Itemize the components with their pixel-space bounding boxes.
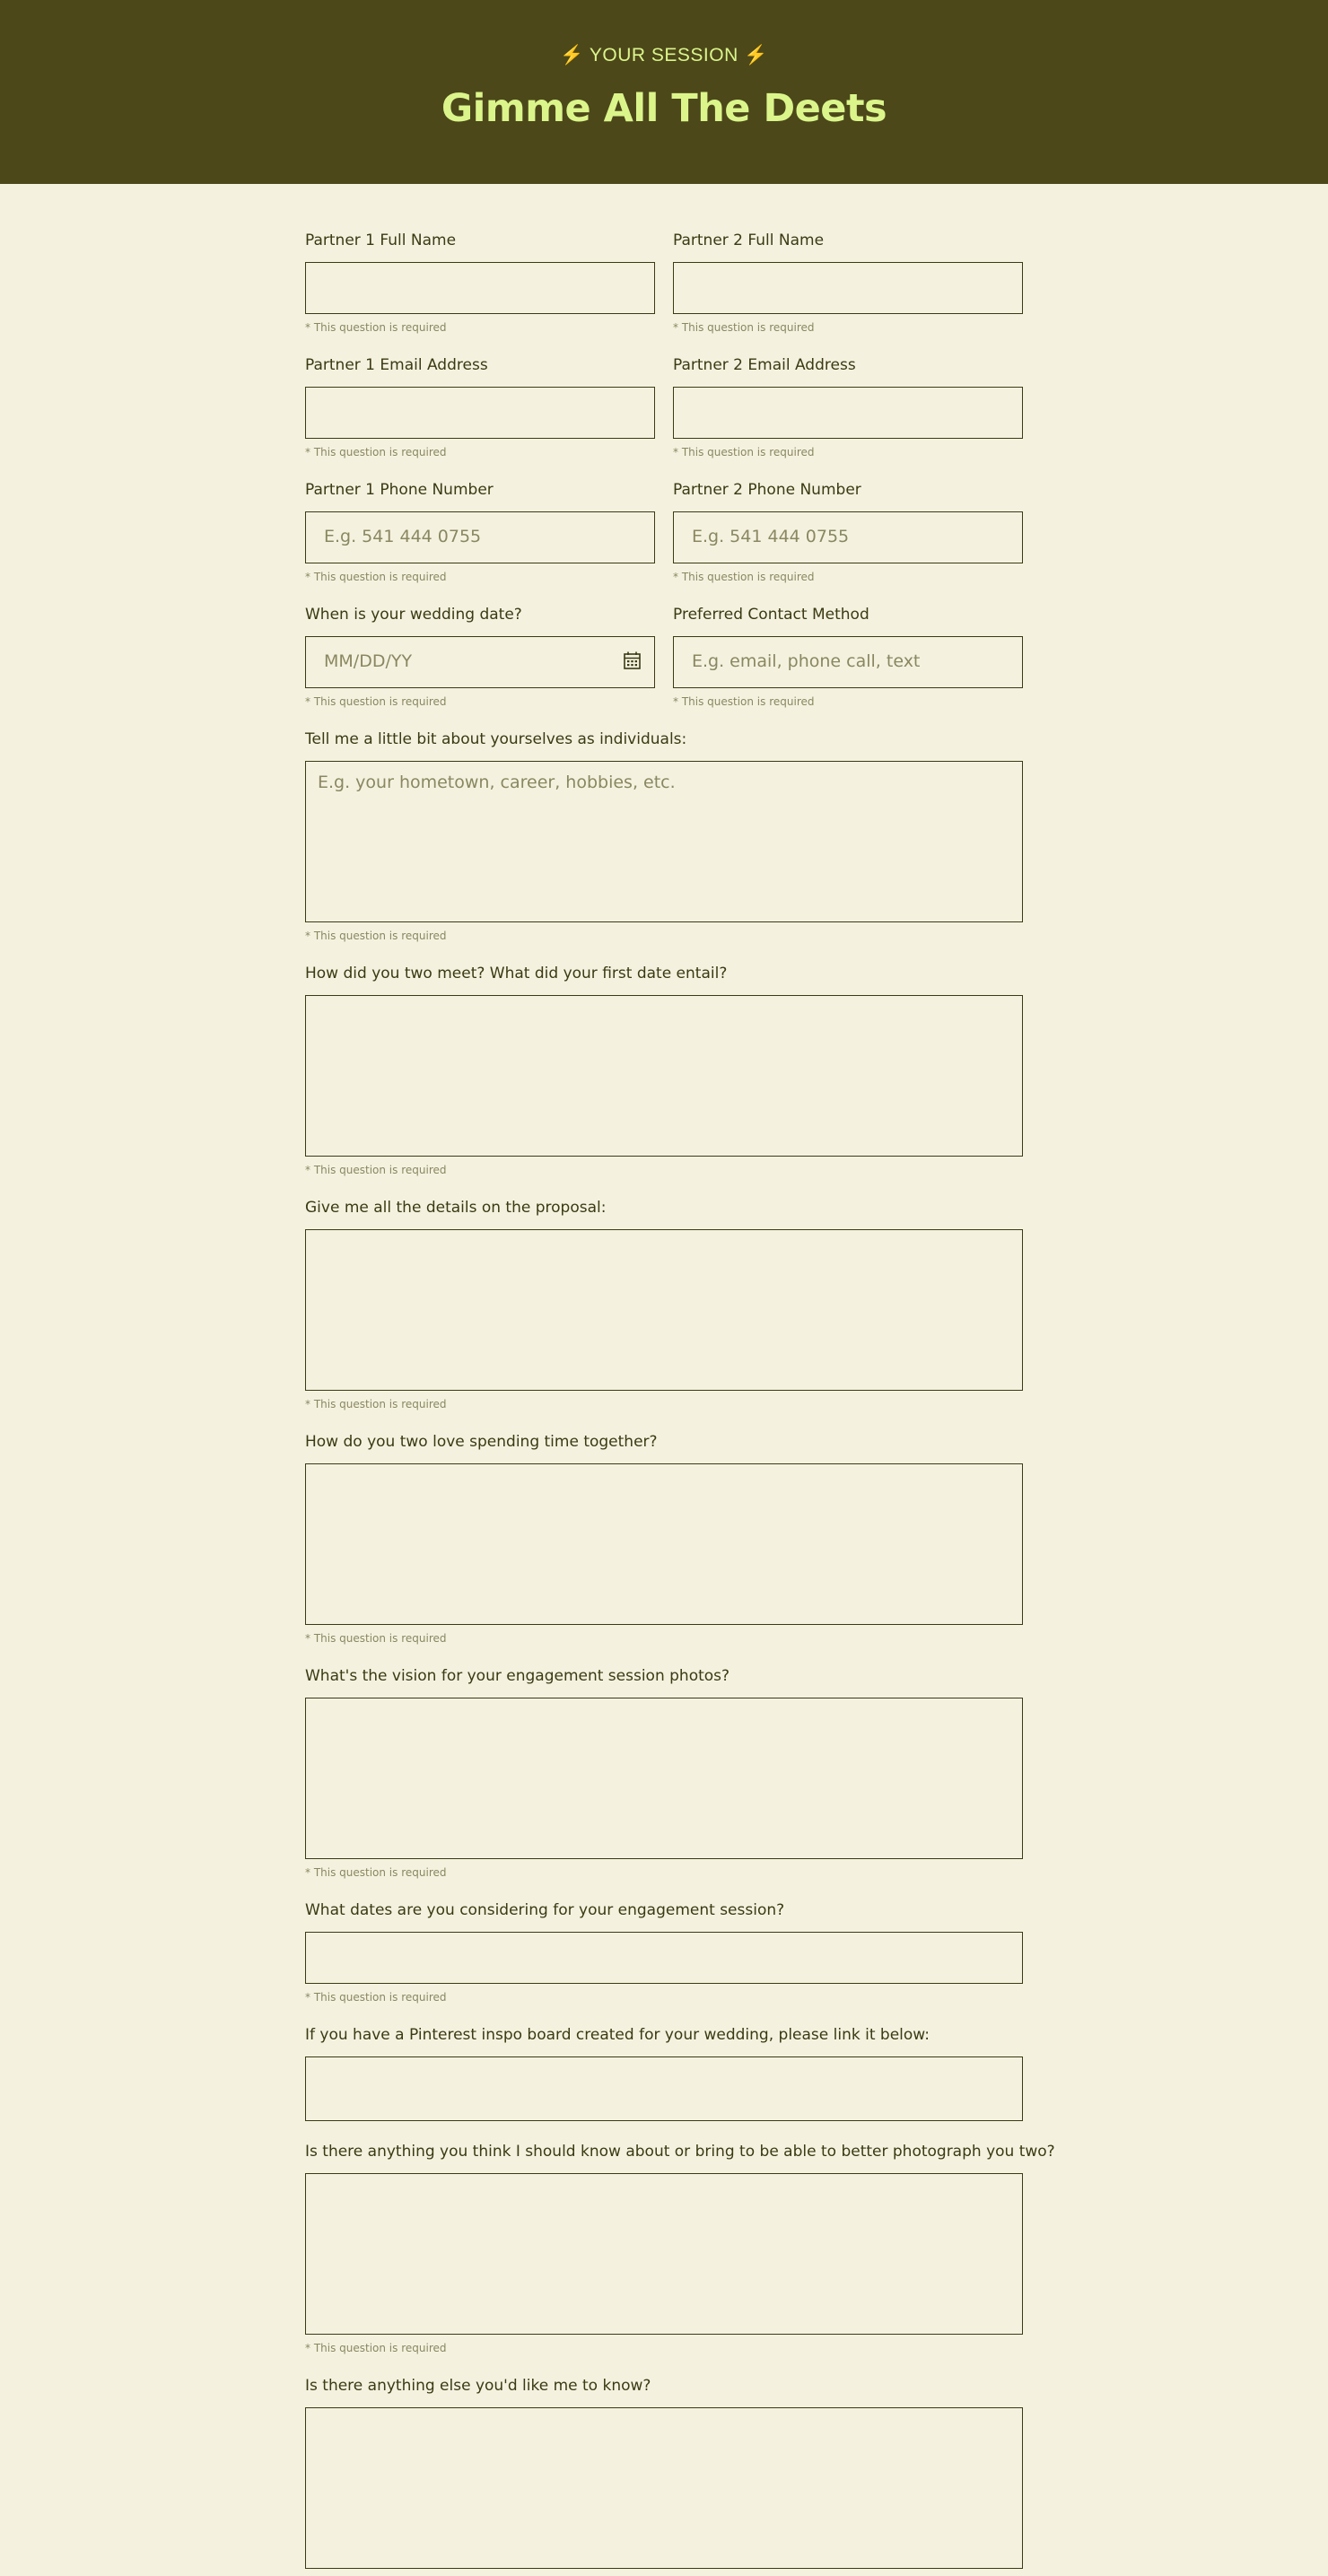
input-placeholder: MM/DD/YY xyxy=(324,651,413,671)
pinterest-input[interactable] xyxy=(305,2056,1023,2121)
required-note: * This question is required xyxy=(673,321,815,334)
input-placeholder: E.g. email, phone call, text xyxy=(692,651,921,671)
field-label: Partner 2 Email Address xyxy=(673,356,856,374)
required-note: * This question is required xyxy=(305,1632,447,1645)
field-label: Partner 1 Phone Number xyxy=(305,481,494,499)
required-note: * This question is required xyxy=(305,695,447,708)
field-label: Partner 2 Full Name xyxy=(673,231,825,249)
calendar-icon[interactable] xyxy=(624,651,641,669)
about-individuals-textarea[interactable] xyxy=(305,761,1023,922)
field-label: Partner 1 Full Name xyxy=(305,231,457,249)
required-note: * This question is required xyxy=(673,446,815,458)
field-label: How did you two meet? What did your first date entail? xyxy=(305,965,728,982)
required-note: * This question is required xyxy=(673,571,815,583)
vision-textarea[interactable] xyxy=(305,1698,1023,1859)
required-note: * This question is required xyxy=(305,1398,447,1410)
partner1-name-input[interactable] xyxy=(305,262,655,314)
input-placeholder: E.g. 541 444 0755 xyxy=(324,527,482,546)
field-label: If you have a Pinterest inspo board created for your wedding, please link it below: xyxy=(305,2026,930,2044)
required-note: * This question is required xyxy=(305,571,447,583)
partner1-email-input[interactable] xyxy=(305,387,655,439)
input-placeholder: E.g. 541 444 0755 xyxy=(692,527,850,546)
field-label: Is there anything else you'd like me to know? xyxy=(305,2377,651,2395)
proposal-textarea[interactable] xyxy=(305,1229,1023,1391)
session-dates-input[interactable] xyxy=(305,1932,1023,1984)
field-label: How do you two love spending time together? xyxy=(305,1433,658,1451)
field-label: Give me all the details on the proposal: xyxy=(305,1199,607,1217)
field-label: Is there anything you think I should know about or bring to be able to better photograph you two? xyxy=(305,2143,1055,2161)
anything-else-textarea[interactable] xyxy=(305,2407,1023,2569)
page-title: Gimme All The Deets xyxy=(441,86,887,131)
field-label: Partner 2 Phone Number xyxy=(673,481,861,499)
required-note: * This question is required xyxy=(305,321,447,334)
field-label: Partner 1 Email Address xyxy=(305,356,488,374)
field-label: Tell me a little bit about yourselves as individuals: xyxy=(305,730,687,748)
section-eyebrow: ⚡ YOUR SESSION ⚡ xyxy=(560,45,768,65)
required-note: * This question is required xyxy=(305,1866,447,1879)
field-label: What's the vision for your engagement session photos? xyxy=(305,1667,730,1685)
required-note: * This question is required xyxy=(305,2342,447,2354)
partner2-phone-input[interactable] xyxy=(673,511,1023,563)
contact-method-input[interactable] xyxy=(673,636,1023,688)
required-note: * This question is required xyxy=(305,1991,447,2004)
required-note: * This question is required xyxy=(305,1164,447,1176)
field-label: When is your wedding date? xyxy=(305,606,522,624)
textarea-placeholder: E.g. your hometown, career, hobbies, etc. xyxy=(318,773,676,792)
required-note: * This question is required xyxy=(305,446,447,458)
field-label: Preferred Contact Method xyxy=(673,606,869,624)
required-note: * This question is required xyxy=(305,930,447,942)
field-label: What dates are you considering for your engagement session? xyxy=(305,1901,785,1919)
wedding-date-input[interactable] xyxy=(305,636,655,688)
partner1-phone-input[interactable] xyxy=(305,511,655,563)
how-met-textarea[interactable] xyxy=(305,995,1023,1157)
partner2-name-input[interactable] xyxy=(673,262,1023,314)
know-bring-textarea[interactable] xyxy=(305,2173,1023,2335)
page-header xyxy=(0,0,1328,184)
time-together-textarea[interactable] xyxy=(305,1463,1023,1625)
partner2-email-input[interactable] xyxy=(673,387,1023,439)
required-note: * This question is required xyxy=(673,695,815,708)
